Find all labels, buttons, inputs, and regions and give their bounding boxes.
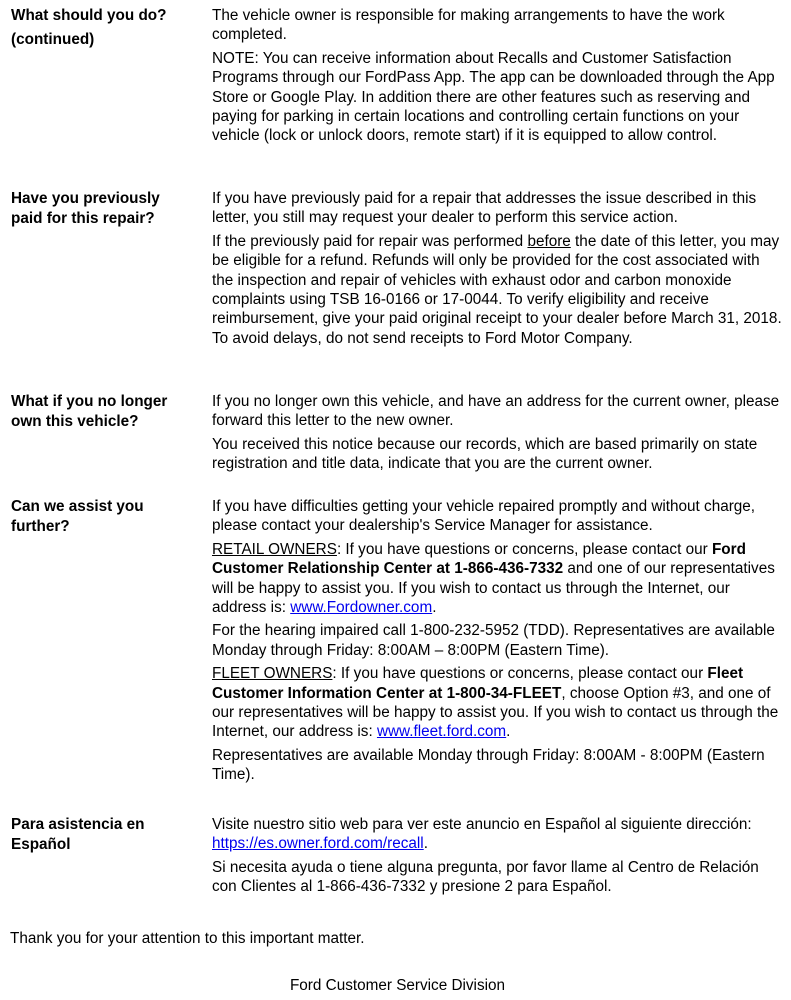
paragraph: Si necesita ayuda o tiene alguna pregunta, por favor llame al Centro de Relación con Clientes al 1-866-436-7332 y presione 2 para Español. bbox=[212, 858, 759, 896]
paragraph: Representatives are available Monday through Friday: 8:00AM - 8:00PM (Eastern Time). bbox=[212, 746, 765, 784]
closing-line: Thank you for your attention to this important matter. bbox=[10, 930, 365, 947]
emphasis-before: before bbox=[527, 232, 571, 250]
paragraph: The vehicle owner is responsible for making arrangements to have the work completed. bbox=[212, 7, 725, 44]
section-body bbox=[212, 815, 784, 901]
paragraph: If you have previously paid for a repair that addresses the issue described in this letter, you still may request your dealer to perform this service action. bbox=[212, 190, 757, 227]
paragraph: If you have difficulties getting your vehicle repaired promptly and without charge, please contact your dealership's Service Manager for assistance. bbox=[212, 498, 756, 535]
section-body bbox=[212, 392, 784, 478]
spanish-recall-link[interactable]: https://es.owner.ford.com/recall bbox=[212, 835, 424, 853]
section-heading: Can we assist you further? bbox=[11, 498, 144, 535]
fleet-owners-paragraph: FLEET OWNERS: If you have questions or concerns, please contact our Fleet Customer Information Center at 1-800-34-FLEET, choose Option #3, and one of our representatives will be happy to assist you. If you wish to contact us through the Internet, our address is: www.fleet.ford.com. bbox=[212, 665, 779, 741]
fleet-owners-label: FLEET OWNERS bbox=[212, 665, 333, 683]
signature: Ford Customer Service Division bbox=[289, 977, 506, 994]
section-heading: Para asistencia en Español bbox=[11, 816, 145, 853]
paragraph: You received this notice because our records, which are based primarily on state registration and title data, indicate that you are the current owner. bbox=[212, 435, 758, 473]
section-heading: Have you previously paid for this repair? bbox=[11, 190, 160, 227]
retail-owners-paragraph: RETAIL OWNERS: If you have questions or concerns, please contact our Ford Customer Relationship Center at 1-866-436-7332 and one of our representatives will be happy to assist you. If you wish to contact us through the Internet, our address is: www.Fordowner.com. bbox=[212, 540, 775, 617]
section-heading: What should you do? (continued) bbox=[11, 7, 167, 48]
paragraph: NOTE: You can receive information about Recalls and Customer Satisfaction Programs through our FordPass App. The app can be downloaded through the App Store or Google Play. In addition there are other features such as reserving and paying for parking in certain locations and controlling certain functions on your vehicle (lock or unlock doors, remote start) if it is equipped to allow control. bbox=[212, 49, 775, 145]
paragraph: Visite nuestro sitio web para ver este anuncio en Español al siguiente dirección: https://es.owner.ford.com/recall. bbox=[212, 816, 752, 853]
retail-owners-label: RETAIL OWNERS bbox=[212, 540, 337, 558]
retail-phone: Ford Customer Relationship Center at 1-866-436-7332 bbox=[212, 540, 746, 578]
section-body bbox=[212, 6, 784, 150]
fleet-ford-link[interactable]: www.fleet.ford.com bbox=[376, 723, 507, 741]
section-heading: What if you no longer own this vehicle? bbox=[11, 393, 168, 430]
section-body bbox=[212, 189, 784, 352]
fleet-phone: Fleet Customer Information Center at 1-800-34-FLEET bbox=[212, 665, 744, 702]
fordowner-link[interactable]: www.Fordowner.com bbox=[290, 599, 433, 617]
paragraph: If the previously paid for repair was performed before the date of this letter, you may be eligible for a refund. Refunds will only be provided for the cost associated with the inspection and repair of vehicles with exhaust odor and carbon monoxide complaints using TSB 16-0166 or 17-0044. To verify eligibility and receive reimbursement, give your paid original receipt to your dealer before March 31, 2018. To avoid delays, do not send receipts to Ford Motor Company. bbox=[212, 232, 782, 347]
paragraph: For the hearing impaired call 1-800-232-5952 (TDD). Representatives are available Monday through Friday: 8:00AM – 8:00PM (Eastern Time). bbox=[212, 622, 775, 659]
paragraph: If you no longer own this vehicle, and have an address for the current owner, please forward this letter to the new owner. bbox=[212, 393, 780, 430]
section-body bbox=[212, 497, 784, 789]
